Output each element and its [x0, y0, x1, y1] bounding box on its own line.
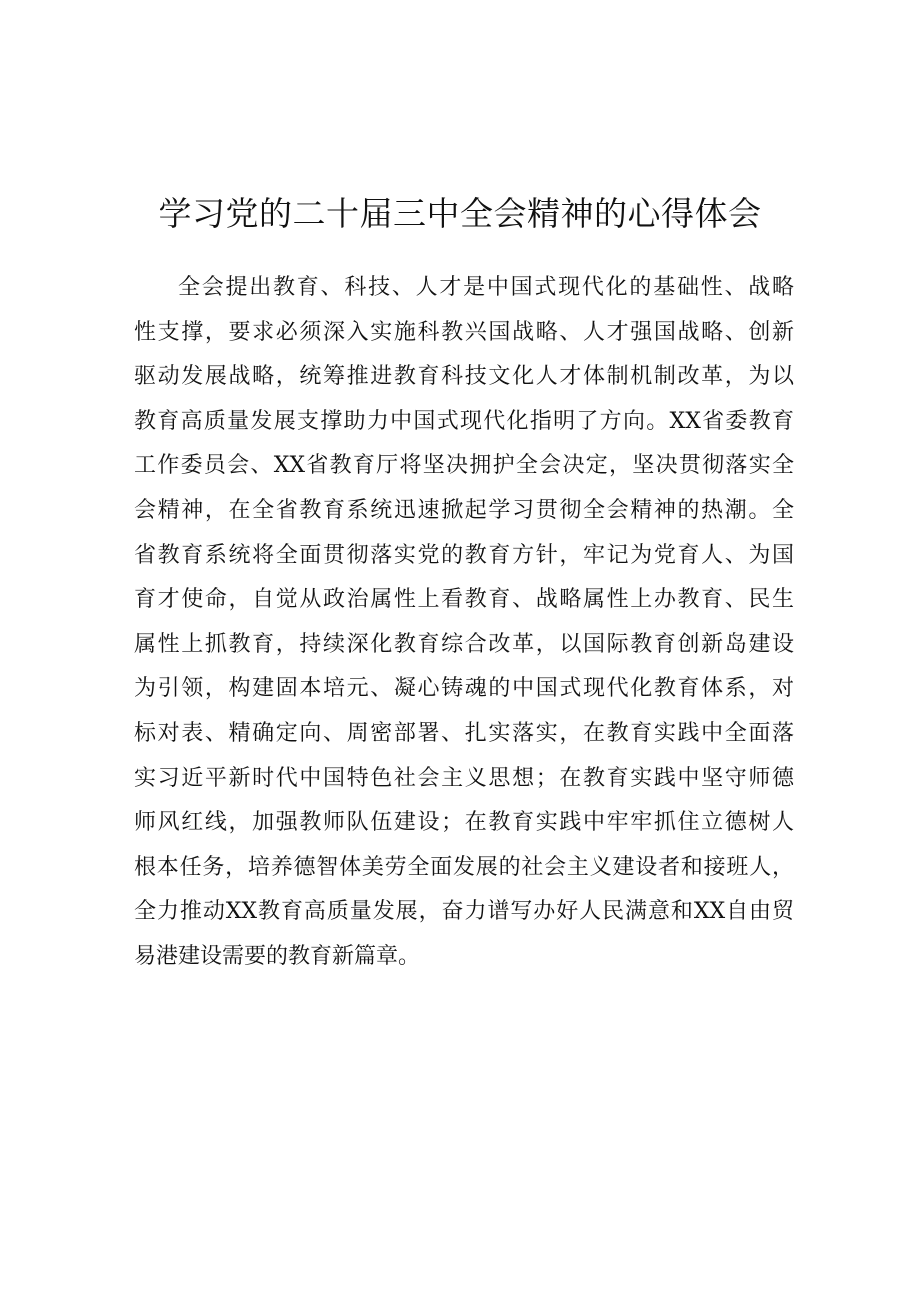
- paragraph-line: 根本任务，培养德智体美劳全面发展的社会主义建设者和接班人，: [134, 854, 794, 880]
- paragraph-line: 省教育系统将全面贯彻落实党的教育方针，牢记为党育人、为国: [134, 542, 794, 568]
- paragraph-line: 会精神，在全省教育系统迅速掀起学习贯彻全会精神的热潮。全: [134, 497, 794, 523]
- paragraph-line: 工作委员会、XX省教育厅将坚决拥护全会决定，坚决贯彻落实全: [134, 453, 794, 479]
- paragraph-line: 教育高质量发展支撑助力中国式现代化指明了方向。XX省委教育: [134, 408, 794, 434]
- paragraph-line: 性支撑，要求必须深入实施科教兴国战略、人才强国战略、创新: [134, 319, 794, 345]
- paragraph-line: 师风红线，加强教师队伍建设；在教育实践中牢牢抓住立德树人: [134, 810, 794, 836]
- body-paragraph: [134, 266, 794, 980]
- paragraph-line: 易港建设需要的教育新篇章。: [134, 943, 421, 969]
- paragraph-line: 育才使命，自觉从政治属性上看教育、战略属性上办教育、民生: [134, 587, 794, 613]
- paragraph-line: 属性上抓教育，持续深化教育综合改革，以国际教育创新岛建设: [134, 631, 794, 657]
- paragraph-line: 实习近平新时代中国特色社会主义思想；在教育实践中坚守师德: [134, 765, 794, 791]
- paragraph-line: 驱动发展战略，统筹推进教育科技文化人才体制机制改革，为以: [134, 364, 794, 390]
- paragraph-line: 标对表、精确定向、周密部署、扎实落实，在教育实践中全面落: [134, 720, 794, 746]
- paragraph-line: 全会提出教育、科技、人才是中国式现代化的基础性、战略: [178, 275, 794, 300]
- document-title: 学习党的二十届三中全会精神的心得体会: [158, 194, 762, 234]
- paragraph-line: 全力推动XX教育高质量发展，奋力谱写办好人民满意和XX自由贸: [134, 899, 794, 925]
- paragraph-line: 为引领，构建固本培元、凝心铸魂的中国式现代化教育体系，对: [134, 676, 794, 702]
